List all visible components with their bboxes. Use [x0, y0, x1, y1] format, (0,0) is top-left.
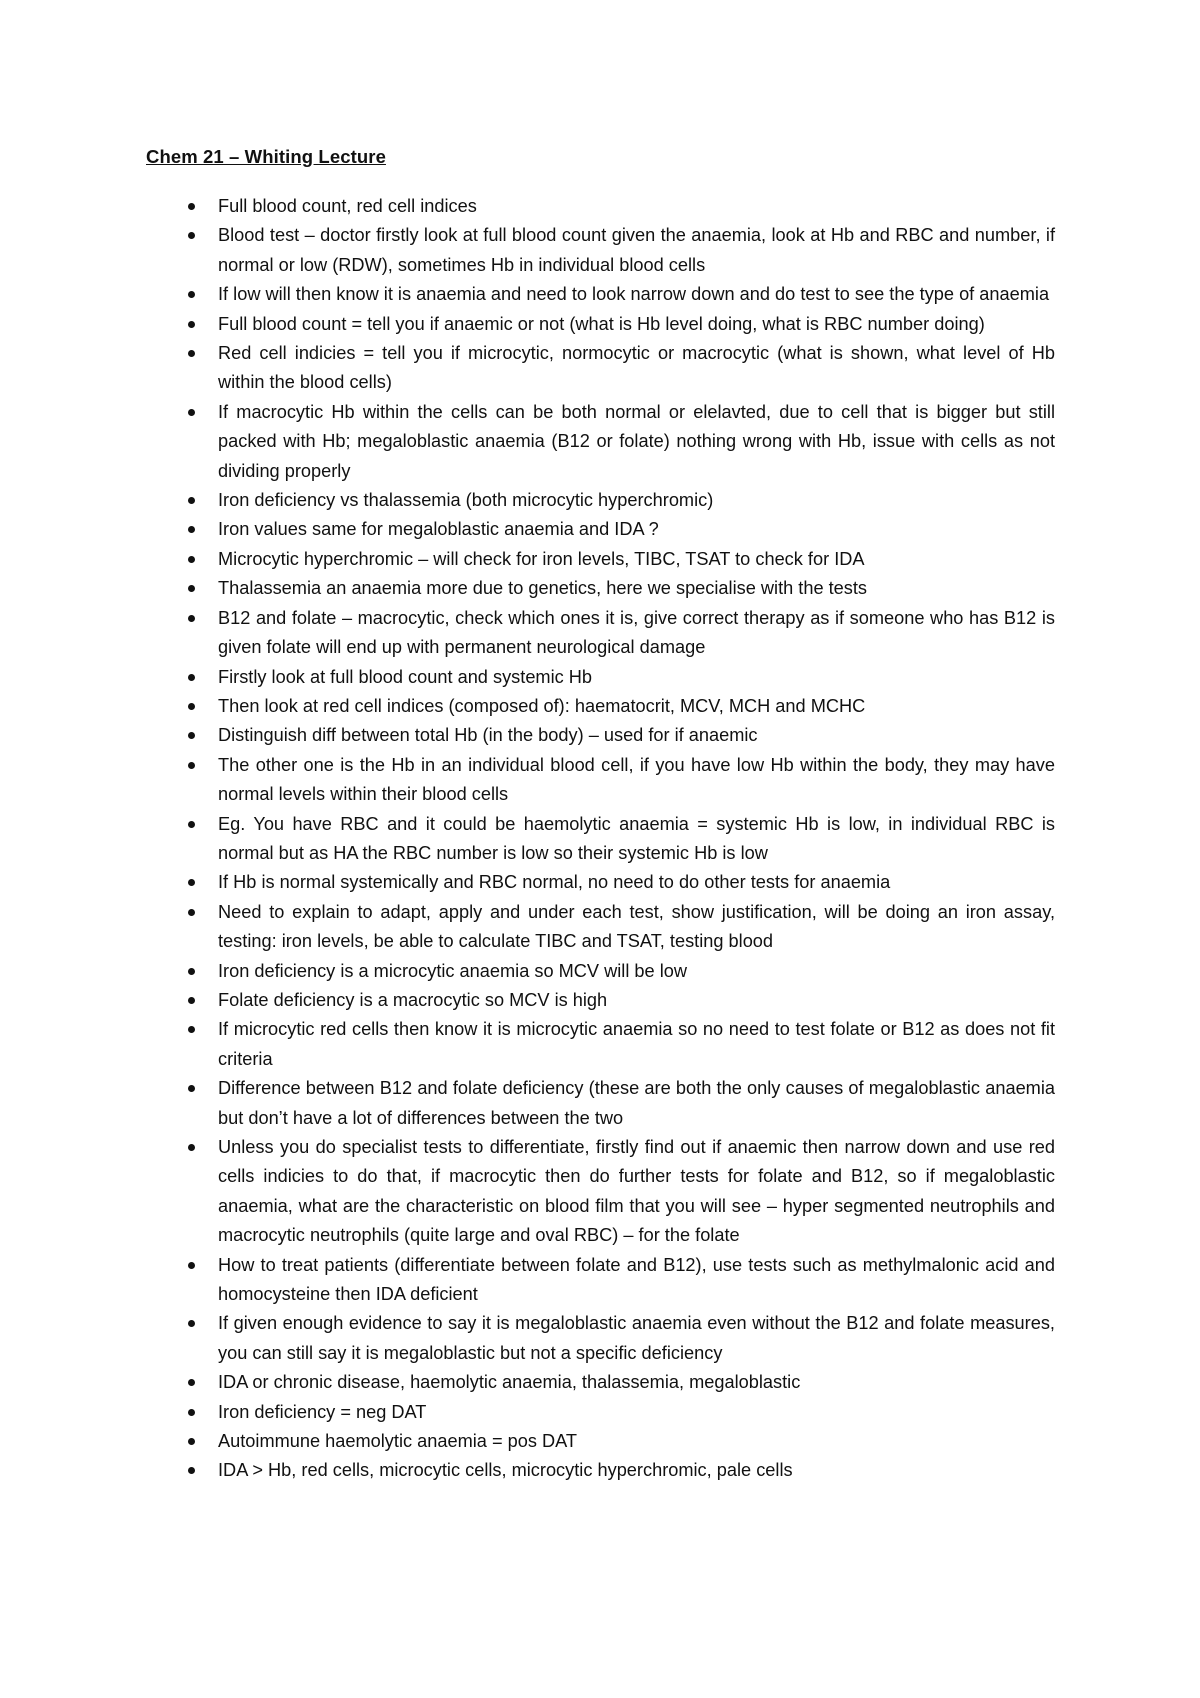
list-item: [180, 310, 1055, 339]
list-item-text: Firstly look at full blood count and systemic Hb: [218, 666, 593, 687]
list-item-text: Eg. You have RBC and it could be haemolytic anaemia = systemic Hb is low, in individual RBC is normal but as HA the RBC number is low so their systemic Hb is low: [218, 813, 1055, 863]
list-item: [180, 751, 1055, 810]
bullet-icon: [188, 1026, 195, 1033]
list-item-text: If given enough evidence to say it is megaloblastic anaemia even without the B12 and folate measures, you can still say it is megaloblastic but not a specific deficiency: [218, 1313, 1055, 1363]
list-item-text: IDA or chronic disease, haemolytic anaemia, thalassemia, megaloblastic: [218, 1372, 801, 1393]
list-item: [180, 398, 1055, 486]
list-item-text: Full blood count, red cell indices: [218, 196, 477, 216]
list-item-text: Difference between B12 and folate deficiency (these are both the only causes of megaloblastic anaemia but don’t have a lot of differences between the two: [218, 1078, 1055, 1128]
list-item: [180, 1368, 1055, 1397]
bullet-icon: [188, 674, 195, 681]
bullet-icon: [188, 321, 195, 328]
list-item: [180, 898, 1055, 957]
list-item-text: Unless you do specialist tests to differentiate, firstly find out if anaemic then narrow down and use red cells indicies to do that, if macrocytic then do further tests for folate and B12, so if megaloblastic anaemia, what are the characteristic on blood film that you will see – hyper segmented neutrophils and macrocytic neutrophils (quite large and oval RBC) – for the folate: [218, 1137, 1055, 1246]
list-item: [180, 515, 1055, 544]
list-item: [180, 692, 1055, 721]
list-item: [180, 957, 1055, 986]
list-item-text: How to treat patients (differentiate between folate and B12), use tests such as methylmalonic acid and homocysteine then IDA deficient: [218, 1254, 1055, 1305]
list-item: [180, 721, 1055, 750]
bullet-icon: [188, 1144, 195, 1151]
bullet-icon: [188, 762, 195, 769]
list-item: [180, 280, 1055, 309]
list-item: [180, 868, 1055, 897]
bullet-icon: [188, 909, 195, 916]
list-item: [180, 986, 1055, 1015]
list-item: [180, 1074, 1055, 1133]
bullet-icon: [188, 232, 195, 239]
list-item: [180, 1309, 1055, 1368]
list-item: [180, 339, 1055, 398]
list-item-text: If microcytic red cells then know it is microcytic anaemia so no need to test folate or B12 as does not fit criteria: [218, 1019, 1055, 1069]
bullet-icon: [188, 1320, 195, 1327]
bullet-icon: [188, 821, 195, 828]
bullet-icon: [188, 732, 195, 739]
bullet-icon: [188, 585, 195, 592]
list-item-text: Iron deficiency is a microcytic anaemia so MCV will be low: [218, 960, 687, 981]
bullet-icon: [188, 556, 195, 563]
bullet-icon: [188, 409, 195, 416]
list-item: [180, 663, 1055, 692]
bullet-icon: [188, 879, 195, 886]
bullet-icon: [188, 350, 195, 357]
list-item: [180, 604, 1055, 663]
list-item-text: Iron values same for megaloblastic anaemia and IDA ?: [218, 519, 659, 540]
list-item-text: Blood test – doctor firstly look at full blood count given the anaemia, look at Hb and RBC and number, if normal or low (RDW), sometimes Hb in individual blood cells: [218, 225, 1055, 275]
list-item: [180, 221, 1055, 280]
list-item: [180, 192, 1055, 221]
bullet-icon: [188, 291, 195, 298]
bullet-list: [180, 192, 1055, 1486]
bullet-icon: [188, 497, 195, 504]
bullet-icon: [188, 997, 195, 1004]
bullet-icon: [188, 1085, 195, 1092]
list-item: [180, 1251, 1055, 1310]
bullet-icon: [188, 615, 195, 622]
bullet-icon: [188, 703, 195, 710]
list-item-text: Microcytic hyperchromic – will check for iron levels, TIBC, TSAT to check for IDA: [218, 548, 865, 569]
list-item: [180, 1456, 1055, 1485]
list-item-text: The other one is the Hb in an individual blood cell, if you have low Hb within the body, they may have normal levels within their blood cells: [218, 754, 1055, 805]
list-item-text: B12 and folate – macrocytic, check which ones it is, give correct therapy as if someone who has B12 is given folate will end up with permanent neurological damage: [218, 607, 1055, 658]
list-item: [180, 1427, 1055, 1456]
bullet-icon: [188, 526, 195, 533]
list-item: [180, 1133, 1055, 1251]
list-item-text: Red cell indicies = tell you if microcytic, normocytic or macrocytic (what is shown, what level of Hb within the blood cells): [218, 343, 1055, 393]
list-item: [180, 810, 1055, 869]
list-item-text: Distinguish diff between total Hb (in the body) – used for if anaemic: [218, 725, 758, 746]
list-item: [180, 1015, 1055, 1074]
list-item: [180, 545, 1055, 574]
list-item-text: Autoimmune haemolytic anaemia = pos DAT: [218, 1431, 578, 1452]
list-item: [180, 574, 1055, 603]
bullet-icon: [188, 1379, 195, 1386]
bullet-icon: [188, 1467, 195, 1474]
bullet-icon: [188, 203, 195, 210]
list-item-text: Folate deficiency is a macrocytic so MCV is high: [218, 989, 608, 1010]
list-item-text: Iron deficiency vs thalassemia (both microcytic hyperchromic): [218, 490, 714, 511]
list-item: [180, 1398, 1055, 1427]
document-title: Chem 21 – Whiting Lecture: [146, 146, 386, 167]
list-item-text: IDA > Hb, red cells, microcytic cells, microcytic hyperchromic, pale cells: [218, 1460, 793, 1481]
list-item-text: If Hb is normal systemically and RBC normal, no need to do other tests for anaemia: [218, 872, 891, 893]
bullet-icon: [188, 1262, 195, 1269]
list-item-text: If low will then know it is anaemia and need to look narrow down and do test to see the type of anaemia: [218, 284, 1050, 305]
bullet-icon: [188, 968, 195, 975]
list-item-text: Full blood count = tell you if anaemic or not (what is Hb level doing, what is RBC number doing): [218, 313, 985, 334]
bullet-icon: [188, 1438, 195, 1445]
list-item-text: Iron deficiency = neg DAT: [218, 1401, 427, 1422]
list-item-text: Need to explain to adapt, apply and under each test, show justification, will be doing an iron assay, testing: iron levels, be able to calculate TIBC and TSAT, testing blood: [218, 901, 1055, 952]
list-item: [180, 486, 1055, 515]
list-item-text: Thalassemia an anaemia more due to genetics, here we specialise with the tests: [218, 578, 868, 599]
list-item-text: If macrocytic Hb within the cells can be both normal or elelavted, due to cell that is bigger but still packed with Hb; megaloblastic anaemia (B12 or folate) nothing wrong with Hb, issue with cells as not dividing properly: [218, 401, 1055, 481]
bullet-icon: [188, 1409, 195, 1416]
list-item-text: Then look at red cell indices (composed of): haematocrit, MCV, MCH and MCHC: [218, 695, 866, 716]
